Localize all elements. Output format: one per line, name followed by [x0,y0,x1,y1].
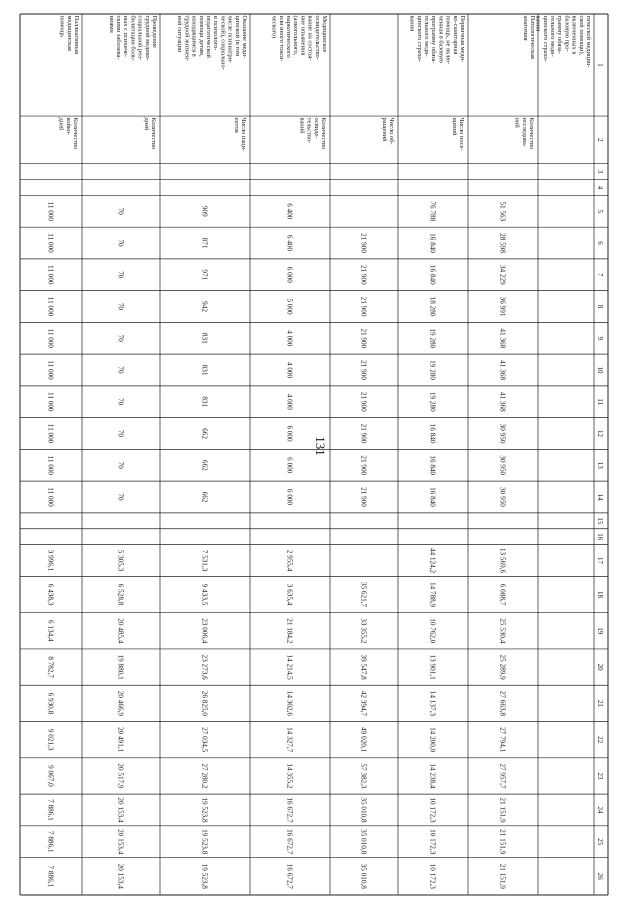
value-cell: 35 010,8 [359,797,368,823]
value-cell: 20 466,9 [116,690,125,716]
column-number-header: 5 [595,209,604,214]
value-cell: 6 438,3 [46,583,55,606]
value-cell: 909 [200,205,209,217]
value-cell: 14 214,5 [285,654,294,680]
value-cell: 41 368 [498,391,507,412]
row-label-line: программу обяза- [430,15,438,64]
row-label-line: ние опьянения [299,15,307,56]
value-cell: 831 [200,364,209,376]
value-cell: 6 000 [285,266,294,283]
value-cell: 11 000 [46,201,55,222]
row-label-line: наркотического [285,15,292,58]
column-number-header: 11 [595,398,604,406]
value-cell: 4 000 [285,361,294,379]
row-label-line: или иного токси- [277,15,285,62]
row-label-line: Первичная меди- [459,15,466,63]
value-cell: 21 900 [359,391,368,412]
value-cell: 26 825,0 [200,690,209,716]
column-number-header: 16 [595,533,604,541]
value-cell: 6 400 [285,234,294,252]
unit-label-line: Количество [528,117,535,150]
unit-label-line: тельство- [305,117,313,144]
unit-label-line: освиде- [312,117,320,139]
unit-label-line: ентов [232,117,240,133]
row-label-line: базовую про- [563,15,571,52]
column-number-header: 20 [595,663,604,671]
row-label-line: медицинская [65,15,73,51]
column-number-header: 1 [595,63,604,67]
column-number-header: 13 [595,461,604,469]
value-cell: 42 394,7 [359,690,368,716]
value-cell: 14 788,9 [428,581,437,608]
column-number-header: 17 [595,557,604,565]
value-cell: 70 [116,493,125,501]
row-label-line: ной ситуации [176,15,184,53]
value-cell: 44 124,2 [428,547,437,574]
row-label-line: педагогической [205,15,212,58]
value-cell: 7 886,1 [46,799,55,821]
unit-label-line: дней [57,117,65,131]
value-cell: 5 305,3 [116,549,125,572]
row-label-line: вания [408,15,416,32]
unit-label-line: Число посе- [458,117,465,151]
row-label-line: Медицинское [321,15,328,53]
column-number-header: 9 [595,336,604,341]
value-cell: 7 886,1 [46,830,55,853]
value-cell: 70 [116,461,125,469]
value-cell: 30 950 [498,487,507,507]
column-number-header: 19 [595,627,604,635]
row-label-line: цинской (в том [233,15,241,57]
value-cell: 35 010,8 [359,863,368,889]
value-cell: 27 794,1 [498,727,507,753]
value-cell: 16 672,7 [285,863,294,889]
row-label-line: включенных в [570,15,578,55]
unit-label-line: ращений [380,117,388,142]
value-cell: 6 930,8 [46,692,55,715]
value-cell: 27 280,2 [200,763,209,789]
unit-label-line: ваний [298,117,306,134]
table-body [20,14,608,895]
value-cell: 21 151,9 [498,829,507,855]
value-cell: 27 957,7 [498,763,507,789]
value-cell: 21 900 [359,296,368,317]
row-label-line: тельного меди- [423,15,430,57]
value-cell: 25 289,9 [498,654,507,680]
value-cell: 25 530,4 [498,618,507,644]
value-cell: 16 840 [428,233,437,253]
value-cell: 6 000 [285,457,294,474]
value-cell: 21 151,9 [498,797,507,823]
value-cell: 662 [200,459,209,471]
value-cell: 49 020,1 [359,727,368,753]
value-cell: 10 172,3 [428,863,437,889]
value-cell: 942 [200,301,209,312]
value-cell: 13 569,6 [498,547,507,574]
column-number-header: 4 [595,185,604,190]
value-cell: 11 000 [46,487,55,507]
row-label-line: скими заболева- [115,15,122,60]
value-cell: 41 368 [498,328,507,349]
value-cell: 8 782,7 [46,656,55,678]
value-cell: 20 153,4 [116,829,125,855]
value-cell: 30 950 [498,423,507,444]
value-cell: 16 840 [428,455,437,476]
value-cell: 19 523,8 [200,829,209,855]
value-cell: 6 400 [285,203,294,220]
value-cell: 18 280 [428,296,437,317]
value-cell: 21 900 [359,455,368,476]
value-cell: 4 000 [285,393,294,410]
value-cell: 3 996,1 [46,549,55,572]
value-cell: 9 433,5 [200,583,209,606]
value-cell: 70 [116,271,125,279]
value-cell: 9 067,0 [46,765,55,787]
row-label-line: цинского страхо- [541,15,549,62]
value-cell: 11 000 [46,233,55,253]
value-cell: 34 229 [498,264,507,285]
row-label-line: вания [534,15,542,32]
value-cell: 831 [200,332,209,344]
value-cell: 70 [116,429,125,438]
value-cell: 20 491,1 [116,727,125,753]
value-cell: 23 006,4 [200,618,209,644]
value-cell: 20 517,9 [116,763,125,789]
value-cell: 16 672,7 [285,829,294,855]
unit-label-line: койко- [64,117,72,136]
column-number-header: 18 [595,591,604,599]
page-number: 131 [313,436,328,456]
value-cell: 20 485,4 [116,618,125,644]
row-label-line: трудной медико- [143,15,151,61]
row-label-line: Патологическая [529,15,536,59]
row-label-line: Паллиативная [73,15,80,54]
value-cell: 21 184,2 [285,618,294,644]
unit-label-line: ний [513,117,521,128]
column-number-header: 14 [595,493,604,501]
value-cell: 20 153,4 [116,863,125,889]
value-cell: 16 840 [428,264,437,285]
column-number-header: 7 [595,273,604,277]
unit-label-line: Количество [72,117,79,150]
value-cell: 14 355,2 [285,763,294,789]
column-number-header: 15 [595,517,604,525]
row-label-line: ных с психиче- [122,15,130,57]
value-cell: 70 [116,398,125,406]
value-cell: 21 900 [359,487,368,507]
value-cell: 871 [200,237,209,249]
row-label-line: социальной реа- [136,15,144,61]
value-cell: 70 [116,334,125,342]
column-number-header: 25 [595,838,604,846]
unit-label-line: Число об- [388,117,395,145]
value-cell: 16 672,7 [285,797,294,823]
unit-label-line: дней [142,117,150,131]
value-cell: 14 238,4 [428,763,437,789]
unit-label-line: щений [450,117,458,136]
value-cell: 7 531,3 [200,549,209,572]
row-label-line: ческой), социально- [219,15,227,70]
value-cell: 13 901,1 [428,654,437,680]
value-cell: 57 382,3 [359,763,368,789]
value-cell: 2 955,4 [285,549,294,572]
value-cell: 70 [116,366,125,374]
row-label-line: ской помощи), [577,15,585,56]
column-number-header: 23 [595,772,604,780]
value-cell: 35 010,8 [359,829,368,855]
row-label-line: тельного меди- [549,15,556,57]
value-cell: 6 088,7 [498,583,507,606]
value-cell: 11 000 [46,328,55,349]
value-cell: 19 880,1 [116,654,125,680]
unit-label-line: Число паци- [240,117,247,152]
value-cell: 11 000 [46,455,55,476]
row-label-line: билитации боль- [129,15,137,61]
column-number-header: 22 [595,736,604,744]
value-cell: 21 900 [359,328,368,349]
value-cell: 11 000 [46,423,55,444]
value-cell: 3 635,4 [285,583,294,606]
column-number-header: 24 [595,806,604,814]
value-cell: 76 788 [428,201,437,222]
value-cell: 16 840 [428,487,437,507]
column-number-header: 2 [595,138,604,142]
row-label-line: вание на состоя- [306,15,314,61]
value-cell: 14 200,0 [428,727,437,753]
table-cells [47,16,604,890]
value-cell: 6 528,8 [116,583,125,606]
row-label-line: и психолого- [212,15,220,51]
value-cell: 27 034,5 [200,727,209,753]
table-grid [20,14,608,895]
column-number-header: 10 [595,366,604,374]
value-cell: 10 172,3 [428,797,437,823]
value-cell: 21 900 [359,233,368,253]
value-cell: 11 000 [46,392,55,412]
row-label-line: находящимся в [190,15,198,57]
row-label-line: числе психиатри- [226,15,234,64]
value-cell: 35 621,7 [359,581,368,608]
row-label-line: освидетельство- [313,15,321,60]
column-number-header: 6 [595,241,604,245]
row-label-line: ческого) [270,15,278,39]
value-cell: 36 991 [498,296,507,317]
row-label-line: Проведение [151,15,158,49]
row-label-line: гической медицин- [585,15,592,68]
value-cell: 14 137,3 [428,690,437,716]
row-label-line: грамму обяза- [556,15,564,54]
row-label-line: ченная в базовую [437,15,445,63]
value-cell: 30 950 [498,455,507,476]
column-number-header: 21 [595,699,604,707]
value-cell: 14 327,7 [285,727,294,753]
value-cell: 51 563 [498,201,507,222]
value-cell: 971 [200,269,209,281]
value-cell: 21 900 [359,264,368,285]
column-number-header: 26 [595,872,604,880]
column-number-header: 8 [595,304,604,309]
value-cell: 19 280 [428,360,437,380]
row-label-line: помощь [58,15,66,38]
value-cell: 21 900 [359,360,368,380]
value-cell: 831 [200,396,209,408]
row-label-line: ко-санитарная [451,15,459,55]
unit-label-line: Количество [150,117,157,150]
value-cell: 5 000 [285,298,294,315]
row-label-line: Оказание меди- [241,15,248,59]
unit-label-line: исследова- [520,117,528,147]
value-cell: 19 280 [428,391,437,412]
value-cell: 27 663,8 [498,690,507,716]
value-cell: 10 172,3 [428,829,437,855]
value-cell: 19 523,8 [200,797,209,823]
value-cell: 4 000 [285,330,294,347]
row-label-line: (алкогольного, [292,15,300,56]
value-cell: 9 021,3 [46,728,55,751]
value-cell: 70 [116,239,125,247]
row-label-line: помощь, не вклю- [444,15,452,65]
value-cell: 14 302,6 [285,690,294,716]
value-cell: 11 000 [46,265,55,285]
column-number-header: 3 [595,169,604,174]
value-cell: 39 547,8 [359,654,368,680]
value-cell: 7 886,1 [46,865,55,888]
value-cell: 6 000 [285,488,294,506]
value-cell: 20 153,4 [116,797,125,823]
value-cell: 21 900 [359,423,368,444]
value-cell: 23 273,6 [200,654,209,680]
value-cell: 28 598 [498,233,507,253]
value-cell: 662 [200,491,209,503]
value-cell: 21 151,9 [498,863,507,889]
column-number-header: 12 [595,430,604,438]
value-cell: 70 [116,207,125,215]
row-label-line: ниями [107,15,115,33]
value-cell: 19 523,8 [200,863,209,889]
value-cell: 11 000 [46,360,55,380]
value-cell: 6 000 [285,425,294,442]
unit-label-line: Количество [320,117,327,150]
value-cell: 6 134,4 [46,620,55,642]
value-cell: 662 [200,428,209,439]
row-label-line: цинского страхо- [415,15,423,62]
value-cell: 16 840 [428,423,437,444]
value-cell: 19 280 [428,328,437,349]
value-cell: 10 762,0 [428,618,437,644]
row-label-line: помощи детям, [197,15,205,57]
row-label-line: трудной жизнен- [183,15,191,62]
value-cell: 70 [116,302,125,311]
row-label-line: анатомия [521,15,529,41]
value-cell: 11 000 [46,296,55,317]
value-cell: 41 368 [498,360,507,380]
value-cell: 33 355,2 [359,618,368,644]
